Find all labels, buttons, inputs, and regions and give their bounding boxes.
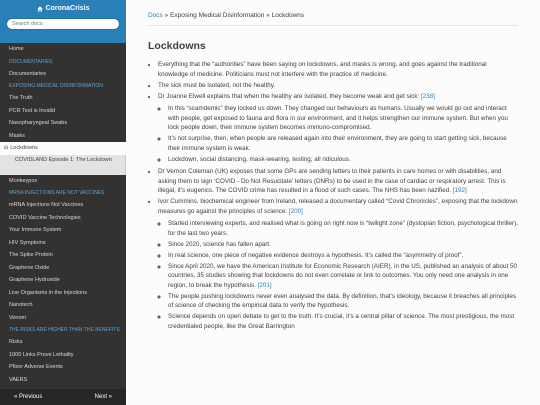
breadcrumb [148, 12, 518, 26]
breadcrumb-current: Lockdowns [271, 12, 305, 19]
list-item [168, 240, 518, 250]
sub-bullet-list [158, 104, 518, 164]
collapse-toggle-icon[interactable]: ⊟ [4, 145, 9, 151]
list-item-text: It’s not surprise, then, when people are released again into their environment, they are going to start getting sick, because their immune system is weak. [168, 135, 507, 152]
previous-link[interactable]: « Previous [14, 394, 43, 400]
citation-link[interactable]: [192] [452, 187, 467, 194]
list-item [168, 251, 518, 261]
nav-item[interactable] [0, 224, 126, 237]
nav-label: Your Immune System [9, 227, 62, 233]
pager [0, 389, 126, 405]
bullet-list [148, 60, 518, 331]
nav-item[interactable] [0, 155, 126, 175]
nav-caption [0, 324, 126, 336]
list-item [168, 219, 518, 238]
nav-item[interactable] [0, 175, 126, 188]
nav-item[interactable] [0, 199, 126, 212]
list-item-text: Started interviewing experts, and realised what is going on right now is “twilight zone” (dystopian fiction, psychological thriller), for the last two years. [168, 220, 518, 237]
nav-item[interactable] [0, 349, 126, 362]
nav-label: Risks [9, 339, 23, 345]
nav-label: Nasopharyngeal Swabs [9, 120, 68, 126]
list-item-text: The people pushing lockdowns never even analysed the data. By definition, that’s ideology, because it breaches all principles of science of checking the empirical data to verify the hypothesis. [168, 292, 517, 309]
list-item-text: Ivor Cummins, biochemical engineer from Ireland, released a documentary called “Covid Chronicles”, exposing that the lockdown measures go against the principles of science: [158, 198, 518, 215]
nav-label: HIV Symptoms [9, 239, 46, 246]
list-item [168, 292, 518, 311]
breadcrumb-separator: » [164, 12, 169, 19]
nav-item[interactable] [0, 249, 126, 262]
nav-label: EXPOSING MEDICAL DISINFORMATION [9, 83, 103, 89]
nav-label: Graphene Oxide [9, 264, 50, 271]
home-icon [37, 6, 43, 12]
breadcrumb-section[interactable]: Exposing Medical Disinformation [170, 12, 265, 19]
search-input[interactable] [6, 18, 120, 30]
nav-item[interactable] [0, 92, 126, 105]
nav-label: The Truth [9, 95, 33, 101]
list-item [168, 134, 518, 153]
list-item [158, 92, 518, 165]
nav-item[interactable] [0, 336, 126, 349]
list-item-text: Since April 2020, we have the American Institute for Economic Research (AIER), in the US, published an analysis of about 50 countries, 35 studies showing that lockdowns do not even correlate or link to outcomes. You only need one analysis in one region, to break the hypothesis. [168, 262, 517, 289]
breadcrumb-separator: » [266, 12, 270, 19]
list-item-text: Science depends on open debate to get to the truth. It’s crucial, it’s a central pillar of science. The most prestigious, the most credentialed people, like the Great Barrington [168, 313, 515, 330]
list-item-text: The sick must be isolated, not the healthy. [158, 81, 276, 89]
nav-item[interactable] [0, 361, 126, 374]
list-item [168, 104, 518, 133]
nav-label: COVIDLAND Episode 1: The Lockdown [15, 156, 112, 163]
list-item-text: Dr Joanne Elwell explains that when the healthy are isolated, they become weak and get sick: [158, 92, 421, 100]
nav-label: PCR Test is Invalid [9, 107, 56, 114]
list-item [168, 262, 518, 291]
nav-label: The Spike Protein [9, 252, 53, 258]
nav-item[interactable] [0, 262, 126, 275]
nav-item[interactable] [0, 130, 126, 143]
nav-item[interactable] [0, 117, 126, 130]
nav-item[interactable] [0, 105, 126, 118]
list-item [158, 197, 518, 331]
nav-item[interactable] [0, 274, 126, 287]
nav-label: Pfizer Adverse Events [9, 364, 63, 370]
nav-label: COVID Vaccine Technologies [9, 214, 81, 221]
main-content [126, 0, 540, 405]
brand-link[interactable] [0, 5, 126, 12]
citation-link[interactable]: [200] [288, 207, 303, 215]
list-item-text: Lockdown, social distancing, mask-wearing, testing, all ridiculous. [168, 155, 351, 163]
nav-label: VAERS [9, 376, 28, 383]
list-item [158, 60, 518, 79]
nav-item[interactable] [0, 374, 126, 387]
list-item-text: Dr Vernon Coleman (UK) exposes that some GPs are sending letters to their patients in care homes or with disabilities, and asking them to sign ‘COVID - Do Not Resucitate’ letters (DNRs) to be used in the case of cardiac or respiratory arrest. This is illegal, it’s eugenics. The COVID crime has resulted in a flood of such cases. The NHS has been nazified. [158, 168, 506, 194]
list-item [158, 167, 518, 196]
nav-item[interactable] [0, 312, 126, 325]
brand-label: CoronaCrisis [45, 5, 90, 12]
citation-link[interactable]: [238] [420, 92, 435, 100]
nav-label: Home [9, 46, 24, 52]
sidebar-nav [0, 43, 126, 386]
nav-label: Nanotech [9, 302, 33, 308]
nav-caption [0, 56, 126, 68]
nav-caption [0, 187, 126, 199]
list-item-text: Since 2020, science has fallen apart. [168, 240, 271, 248]
next-link[interactable]: Next » [94, 394, 112, 400]
sidebar [0, 0, 126, 405]
sub-bullet-list [158, 219, 518, 331]
nav-label: Live Organisms in the Injections [9, 289, 87, 296]
nav-label: Monkeypox [9, 177, 38, 184]
list-item [158, 81, 518, 91]
nav-item[interactable] [0, 68, 126, 81]
breadcrumb-docs-link[interactable]: Docs [148, 12, 163, 19]
nav-item[interactable] [0, 287, 126, 300]
nav-item[interactable] [0, 299, 126, 312]
nav-label: MRNA INJECTIONS ARE NOT VACCINES [9, 190, 105, 196]
page-title: Lockdowns [148, 40, 206, 52]
list-item-text: Everything that the “authorities” have been saying on lockdowns, and masks is wrong, and goes against the traditional knowledge of medicine. Politicians must not interfere with the practice of medicine. [158, 61, 487, 78]
nav-label: Graphene Hydroxide [9, 277, 60, 283]
nav-item[interactable] [0, 43, 126, 56]
nav-label: DOCUMENTARIES [9, 58, 53, 65]
nav-label: Lockdowns [10, 145, 38, 151]
nav-item[interactable] [0, 212, 126, 225]
nav-label: Documentaries [9, 70, 46, 77]
nav-label: mRNA Injections Not Vaccines [9, 202, 84, 208]
nav-caption [0, 80, 126, 92]
list-item [168, 155, 518, 165]
list-item-text: In this “scamdemic” they locked us down. They changed our behaviours as humans. Usually we would go out and interact with people, get exposed to fauna and flora in our environment, and it helps strengthen our immune system. But when you lock people down, their immune system becomes immuno-compromised. [168, 105, 508, 131]
nav-label: 1000 Links Prove Lethality [9, 351, 74, 358]
nav-item-current[interactable] [0, 142, 126, 155]
nav-label: THE RISKS ARE HIGHER THAN THE BENEFITS [9, 327, 120, 333]
nav-item[interactable] [0, 237, 126, 250]
nav-label: Masks [9, 132, 25, 139]
list-item [168, 312, 518, 331]
citation-link[interactable]: [201] [257, 281, 272, 289]
nav-label: Venom [9, 314, 27, 321]
list-item-text: In real science, one piece of negative evidence destroys a hypothesis. It’s called the “asymmetry of proof”. [168, 251, 464, 259]
sidebar-header [0, 0, 126, 43]
